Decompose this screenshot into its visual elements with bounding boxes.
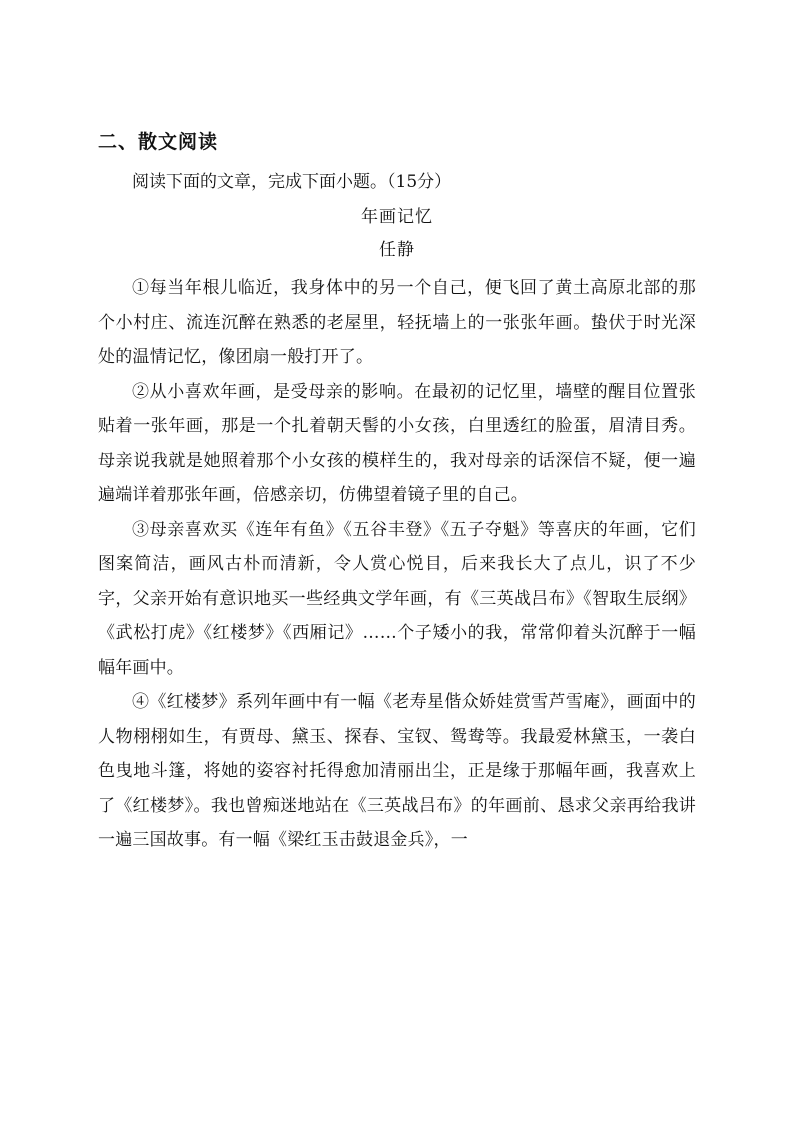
article-body — [98, 271, 696, 858]
document-content — [98, 128, 696, 858]
reading-instruction: 阅读下面的文章，完成下面小题。（15分） — [132, 172, 452, 192]
article-paragraph-2: ②从小喜欢年画，是受母亲的影响。在最初的记忆里，墙壁的醒目位置张贴着一张年画，那是一个扎着朝天髻的小女孩，白里透红的脸蛋，眉清目秀。母亲说我就是她照着那个小女孩的模样生的，我对母亲的话深信不疑，便一遍遍端详着那张年画，倍感亲切，仿佛望着镜子里的自己。 — [98, 381, 696, 505]
article-paragraph-4: ④《红楼梦》系列年画中有一幅《老寿星偕众娇娃赏雪芦雪庵》，画面中的人物栩栩如生，有贾母、黛玉、探春、宝钗、鸳鸯等。我最爱林黛玉，一袭白色曳地斗篷，将她的姿容衬托得愈加清丽出尘，正是缘于那幅年画，我喜欢上了《红楼梦》。我也曾痴迷地站在《三英战吕布》的年画前、恳求父亲再给我讲一遍三国故事。有一幅《梁红玉击鼓退金兵》，一 — [98, 692, 696, 850]
article-title: 年画记忆 — [361, 207, 433, 227]
article-author: 任静 — [379, 240, 415, 260]
section-title: 二、散文阅读 — [98, 131, 219, 153]
article-paragraph-3: ③母亲喜欢买《连年有鱼》《五谷丰登》《五子夺魁》等喜庆的年画，它们图案简洁，画风古朴而清新，令人赏心悦目，后来我长大了点儿，识了不少字，父亲开始有意识地买一些经典文学年画，有《三英战吕布》《智取生辰纲》《武松打虎》《红楼梦》《西厢记》……个子矮小的我，常常仰着头沉醉于一幅幅年画中。 — [98, 519, 696, 678]
article-paragraph-1: ①每当年根儿临近，我身体中的另一个自己，便飞回了黄土高原北部的那个小村庄、流连沉醉在熟悉的老屋里，轻抚墙上的一张张年画。蛰伏于时光深处的温情记忆，像团扇一般打开了。 — [98, 278, 696, 367]
